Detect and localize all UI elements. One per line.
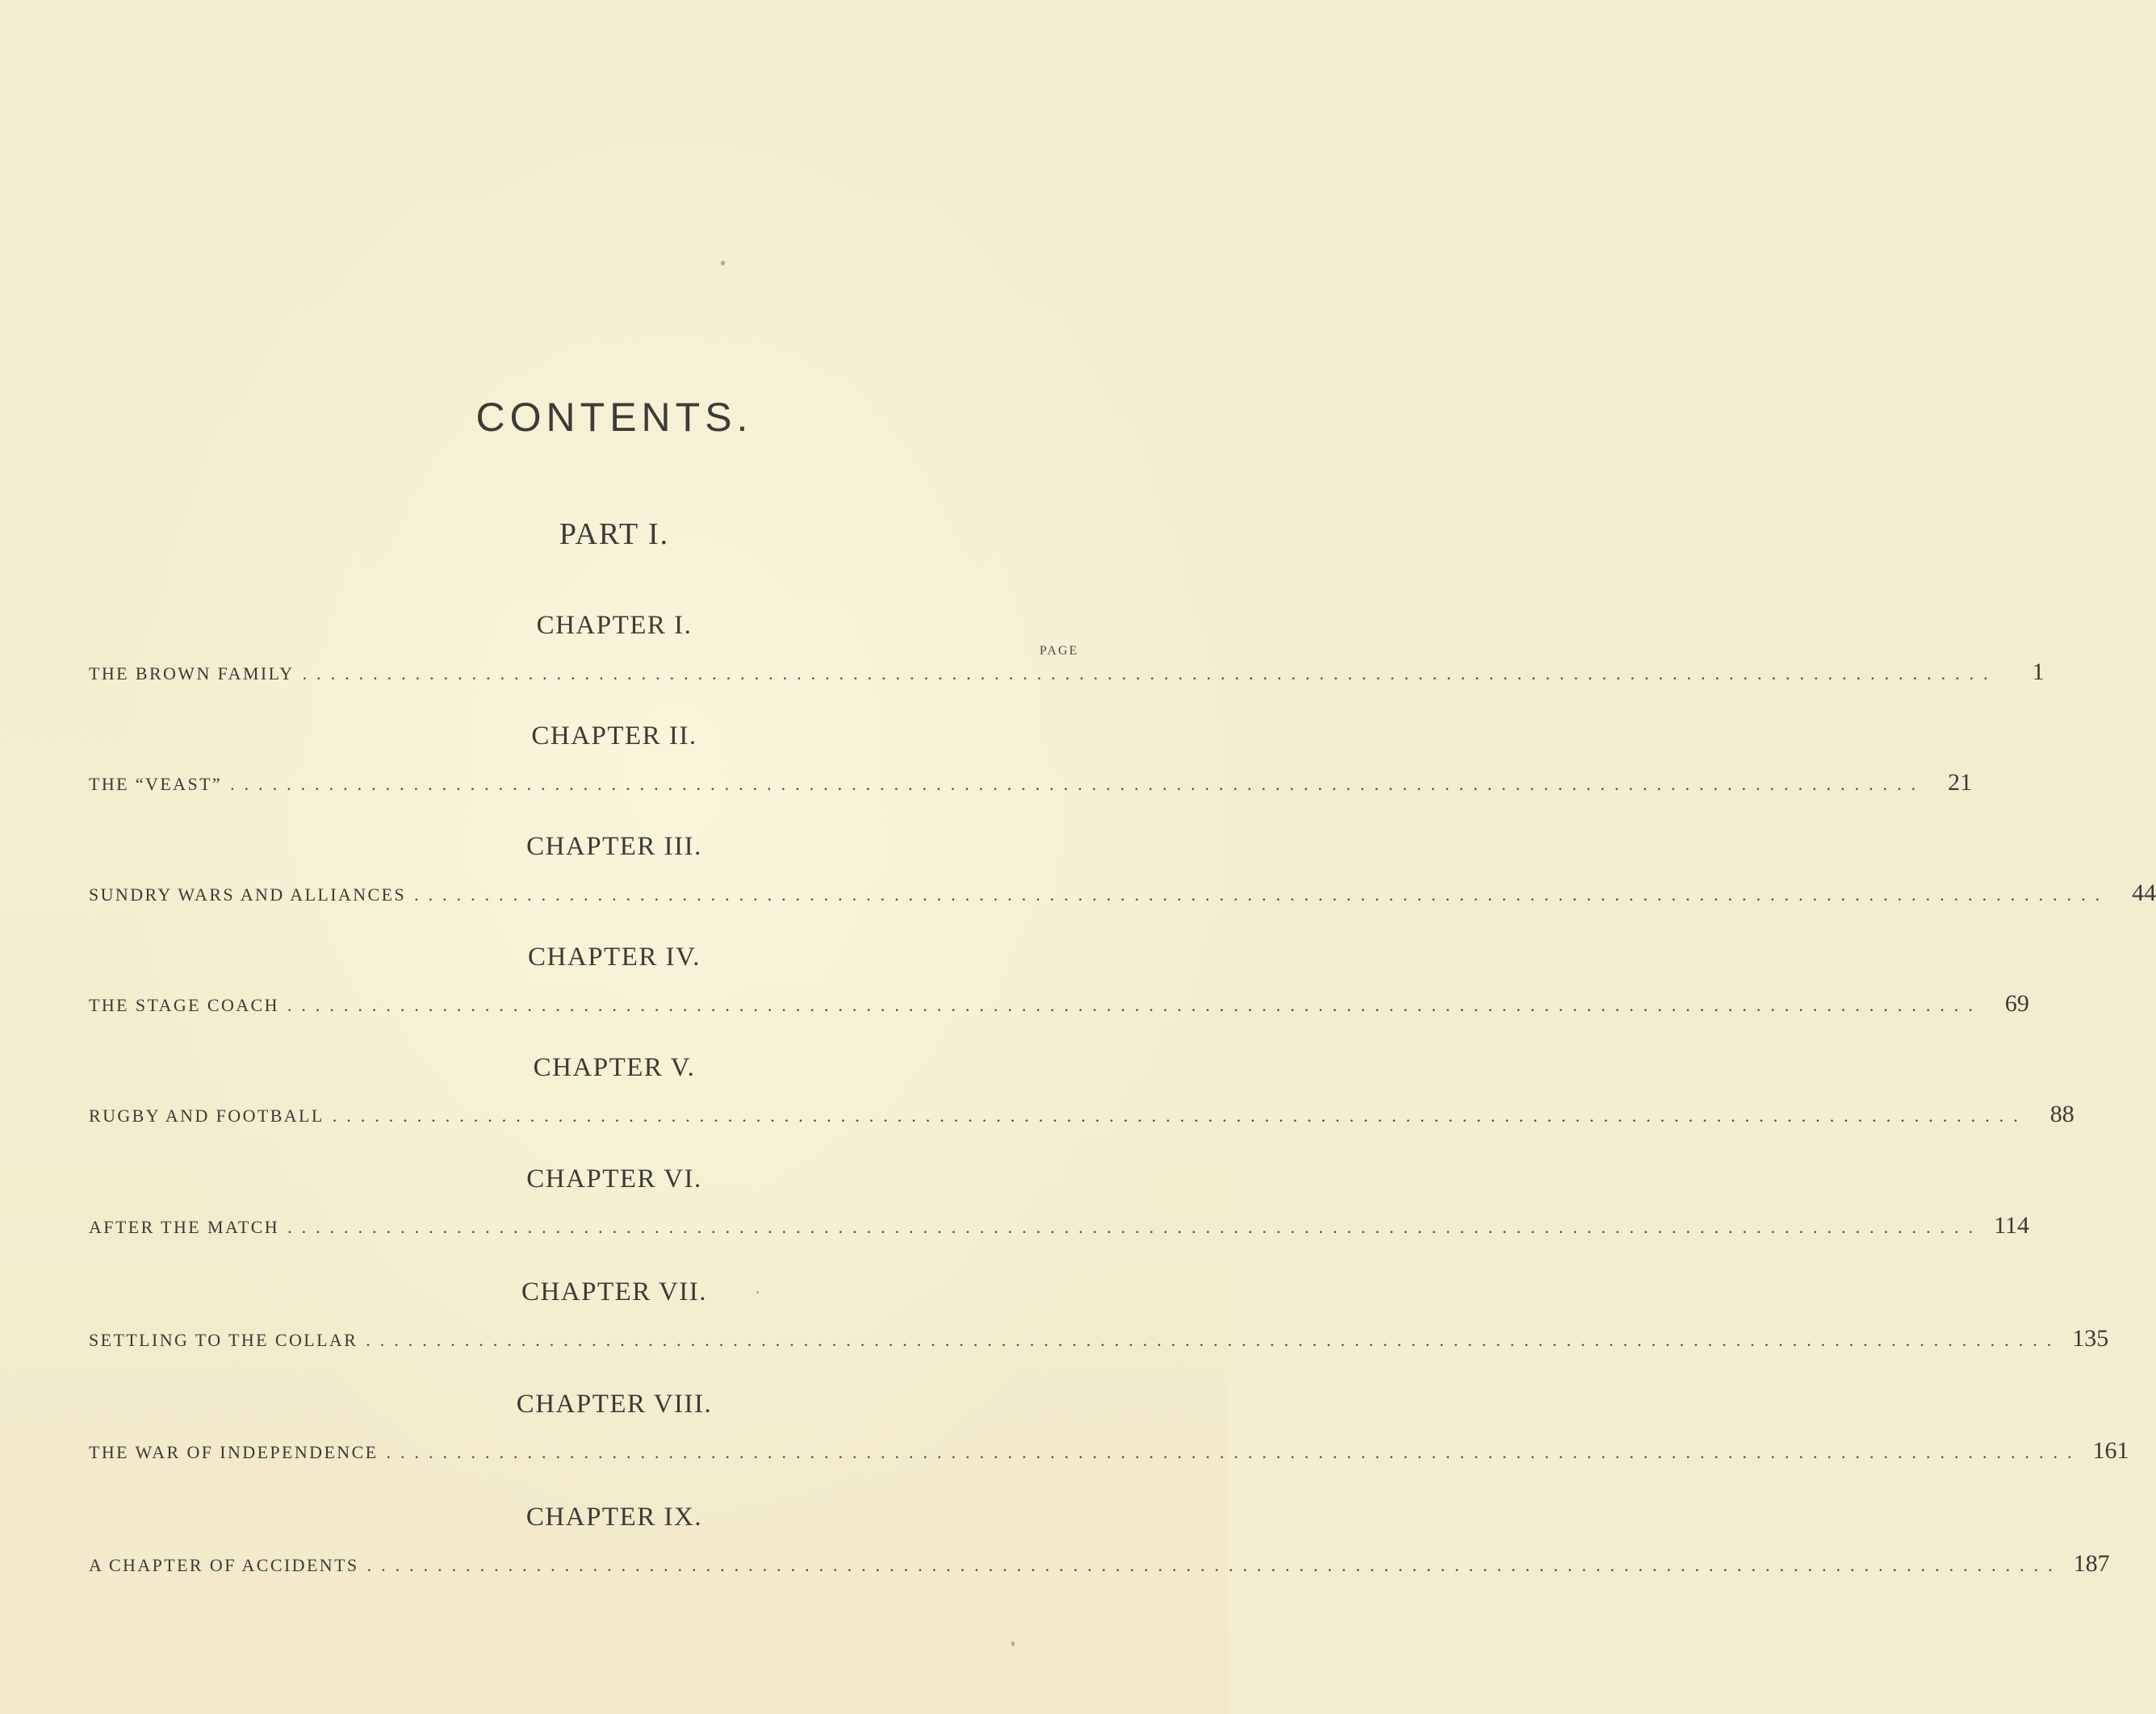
chapter-heading: CHAPTER VIII. xyxy=(516,1390,713,1419)
dot-leader: ........................................................................................................................ xyxy=(287,1217,1983,1237)
chapter-title: THE WAR OF INDEPENDENCE xyxy=(89,1442,379,1462)
chapter-page-number: 69 xyxy=(2004,990,2029,1017)
dot-leader: ........................................................................................................................ xyxy=(287,995,1982,1015)
toc-entry xyxy=(89,1325,2109,1357)
dot-leader: ........................................................................................................................ xyxy=(302,663,1998,684)
dot-leader: ........................................................................................................................ xyxy=(386,1442,2082,1462)
chapter-title: SUNDRY WARS AND ALLIANCES xyxy=(89,884,407,905)
chapter-heading: CHAPTER VII. xyxy=(521,1277,708,1306)
chapter-page-number: 21 xyxy=(1948,769,1973,796)
chapter-page-number: 135 xyxy=(2072,1325,2109,1352)
chapter-heading: CHAPTER V. xyxy=(533,1053,696,1082)
dot-leader: ........................................................................................................................ xyxy=(366,1330,2062,1350)
chapter-heading: CHAPTER I. xyxy=(536,611,693,640)
dot-leader: ........................................................................................................................ xyxy=(366,1555,2062,1575)
dot-leader: ........................................................................................................................ xyxy=(332,1106,2028,1126)
chapter-title: THE “VEAST” xyxy=(89,774,223,794)
chapter-heading: CHAPTER VI. xyxy=(526,1164,702,1194)
toc-entry xyxy=(89,1550,2110,1582)
chapter-page-number: 44 xyxy=(2132,880,2156,906)
chapter-title: RUGBY AND FOOTBALL xyxy=(89,1106,324,1126)
chapter-page-number: 114 xyxy=(1994,1212,2030,1239)
chapter-heading: CHAPTER IV. xyxy=(528,943,701,972)
toc-entry xyxy=(89,1101,2074,1133)
toc-entry xyxy=(89,1437,2129,1469)
chapter-title: SETTLING TO THE COLLAR xyxy=(89,1330,358,1350)
chapter-heading: CHAPTER IX. xyxy=(525,1503,703,1532)
toc-entry xyxy=(89,769,1973,801)
toc-entry xyxy=(89,990,2029,1022)
part-heading: PART I. xyxy=(559,517,670,551)
chapter-title: THE BROWN FAMILY xyxy=(89,663,295,684)
dot-leader: ........................................................................................................................ xyxy=(230,774,1926,794)
chapter-page-number: 187 xyxy=(2073,1550,2110,1577)
chapter-title: THE STAGE COACH xyxy=(89,995,279,1015)
contents-title: CONTENTS. xyxy=(475,395,753,440)
chapter-page-number: 1 xyxy=(2032,658,2045,685)
toc-entry xyxy=(89,658,2045,691)
toc-entry xyxy=(89,1212,2030,1244)
dot-leader: ........................................................................................................................ xyxy=(414,884,2110,905)
chapter-title: A CHAPTER OF ACCIDENTS xyxy=(89,1555,359,1575)
chapter-page-number: 161 xyxy=(2092,1437,2129,1464)
chapter-heading: CHAPTER II. xyxy=(531,721,697,750)
page-column-label: PAGE xyxy=(1039,644,1079,658)
chapter-page-number: 88 xyxy=(2049,1101,2074,1127)
toc-entry xyxy=(89,880,2156,912)
chapter-title: AFTER THE MATCH xyxy=(89,1217,280,1237)
chapter-heading: CHAPTER III. xyxy=(526,832,702,861)
